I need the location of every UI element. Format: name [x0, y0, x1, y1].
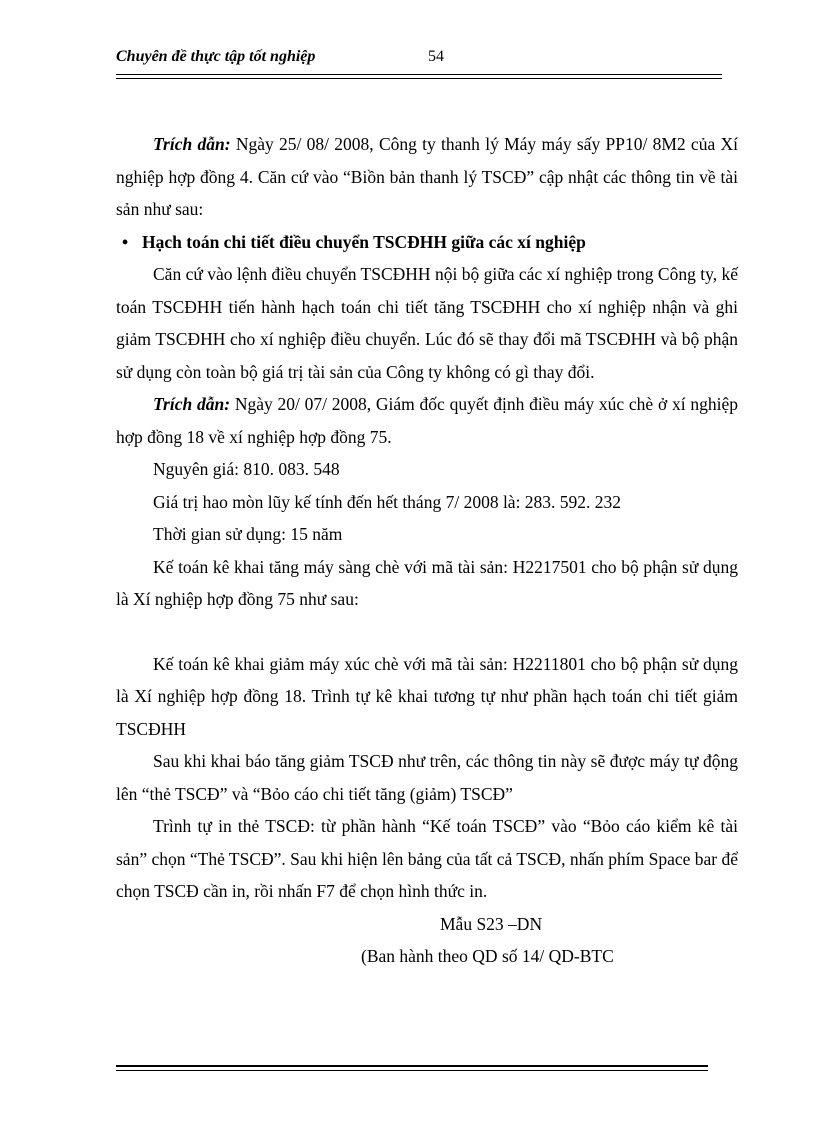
citation-text: Ngày 20/ 07/ 2008, Giám đốc quyết định điều máy xúc chè ở xí nghiệp hợp đồng 18 về xí nghiệp hợp đồng 75. [116, 394, 738, 447]
citation-label: Trích dẫn: [153, 134, 231, 154]
paragraph-print-procedure: Trình tự in thẻ TSCĐ: từ phần hành “Kế toán TSCĐ” vào “Bỏo cáo kiểm kê tài sản” chọn “Thẻ TSCĐ”. Sau khi hiện lên bảng của tất cả TSCĐ, nhấn phím Space bar để chọn TSCĐ cần in, rồi nhấn F7 để chọn hình thức in. [116, 816, 738, 901]
bullet-heading [116, 226, 738, 259]
page-header [116, 48, 720, 70]
paragraph-citation-1 [116, 128, 738, 226]
form-issued: (Ban hành theo QD số 14/ QD-BTC [361, 946, 614, 966]
paragraph-report: Sau khi khai báo tăng giảm TSCĐ như trên, các thông tin này sẽ được máy tự động lên “thẻ TSCĐ” và “Bỏo cáo chi tiết tăng (giảm) TSCĐ” [116, 751, 738, 804]
footer-rule [116, 1065, 708, 1071]
line-original-cost: Nguyên giá: 810. 083. 548 [153, 459, 340, 479]
page-number: 54 [428, 48, 444, 65]
blank-space [116, 616, 738, 648]
header-rule [116, 74, 722, 79]
line-depreciation: Giá trị hao mòn lũy kế tính đến hết tháng 7/ 2008 là: 283. 592. 232 [153, 491, 622, 512]
paragraph-citation-2 [116, 388, 738, 453]
paragraph-increase: Kế toán kê khai tăng máy sàng chè với mã tài sản: H2217501 cho bộ phận sử dụng là Xí nghiệp hợp đồng 75 như sau: [116, 556, 738, 609]
paragraph-transfer: Căn cứ vào lệnh điều chuyển TSCĐHH nội bộ giữa các xí nghiệp trong Công ty, kế toán TSCĐHH tiến hành hạch toán chi tiết tăng TSCĐHH cho xí nghiệp nhận và ghi giảm TSCĐHH cho xí nghiệp điều chuyển. Lúc đó sẽ thay đổi mã TSCĐHH và bộ phận sử dụng còn toàn bộ giá trị tài sản của Công ty không có gì thay đổi. [116, 264, 738, 382]
bullet-icon: • [122, 231, 129, 252]
paragraph-decrease: Kế toán kê khai giảm máy xúc chè với mã tài sản: H2211801 cho bộ phận sử dụng là Xí nghiệp hợp đồng 18. Trình tự kê khai tương tự như phần hạch toán chi tiết giảm TSCĐHH [116, 653, 738, 739]
form-code: Mẫu S23 –DN [440, 913, 543, 934]
citation-text: Ngày 25/ 08/ 2008, Công ty thanh lý Máy máy sấy PP10/ 8M2 của Xí nghiệp hợp đồng 4. Căn cứ vào “Biồn bản thanh lý TSCĐ” cập nhật các thông tin về tài sản như sau: [116, 134, 738, 219]
line-useful-life: Thời gian sử dụng: 15 năm [153, 524, 343, 544]
citation-label: Trích dẫn: [153, 394, 231, 414]
bullet-heading-text: Hạch toán chi tiết điều chuyển TSCĐHH giữa các xí nghiệp [142, 231, 586, 252]
document-body [116, 128, 738, 973]
header-title: Chuyên đề thực tập tốt nghiệp [116, 48, 316, 65]
